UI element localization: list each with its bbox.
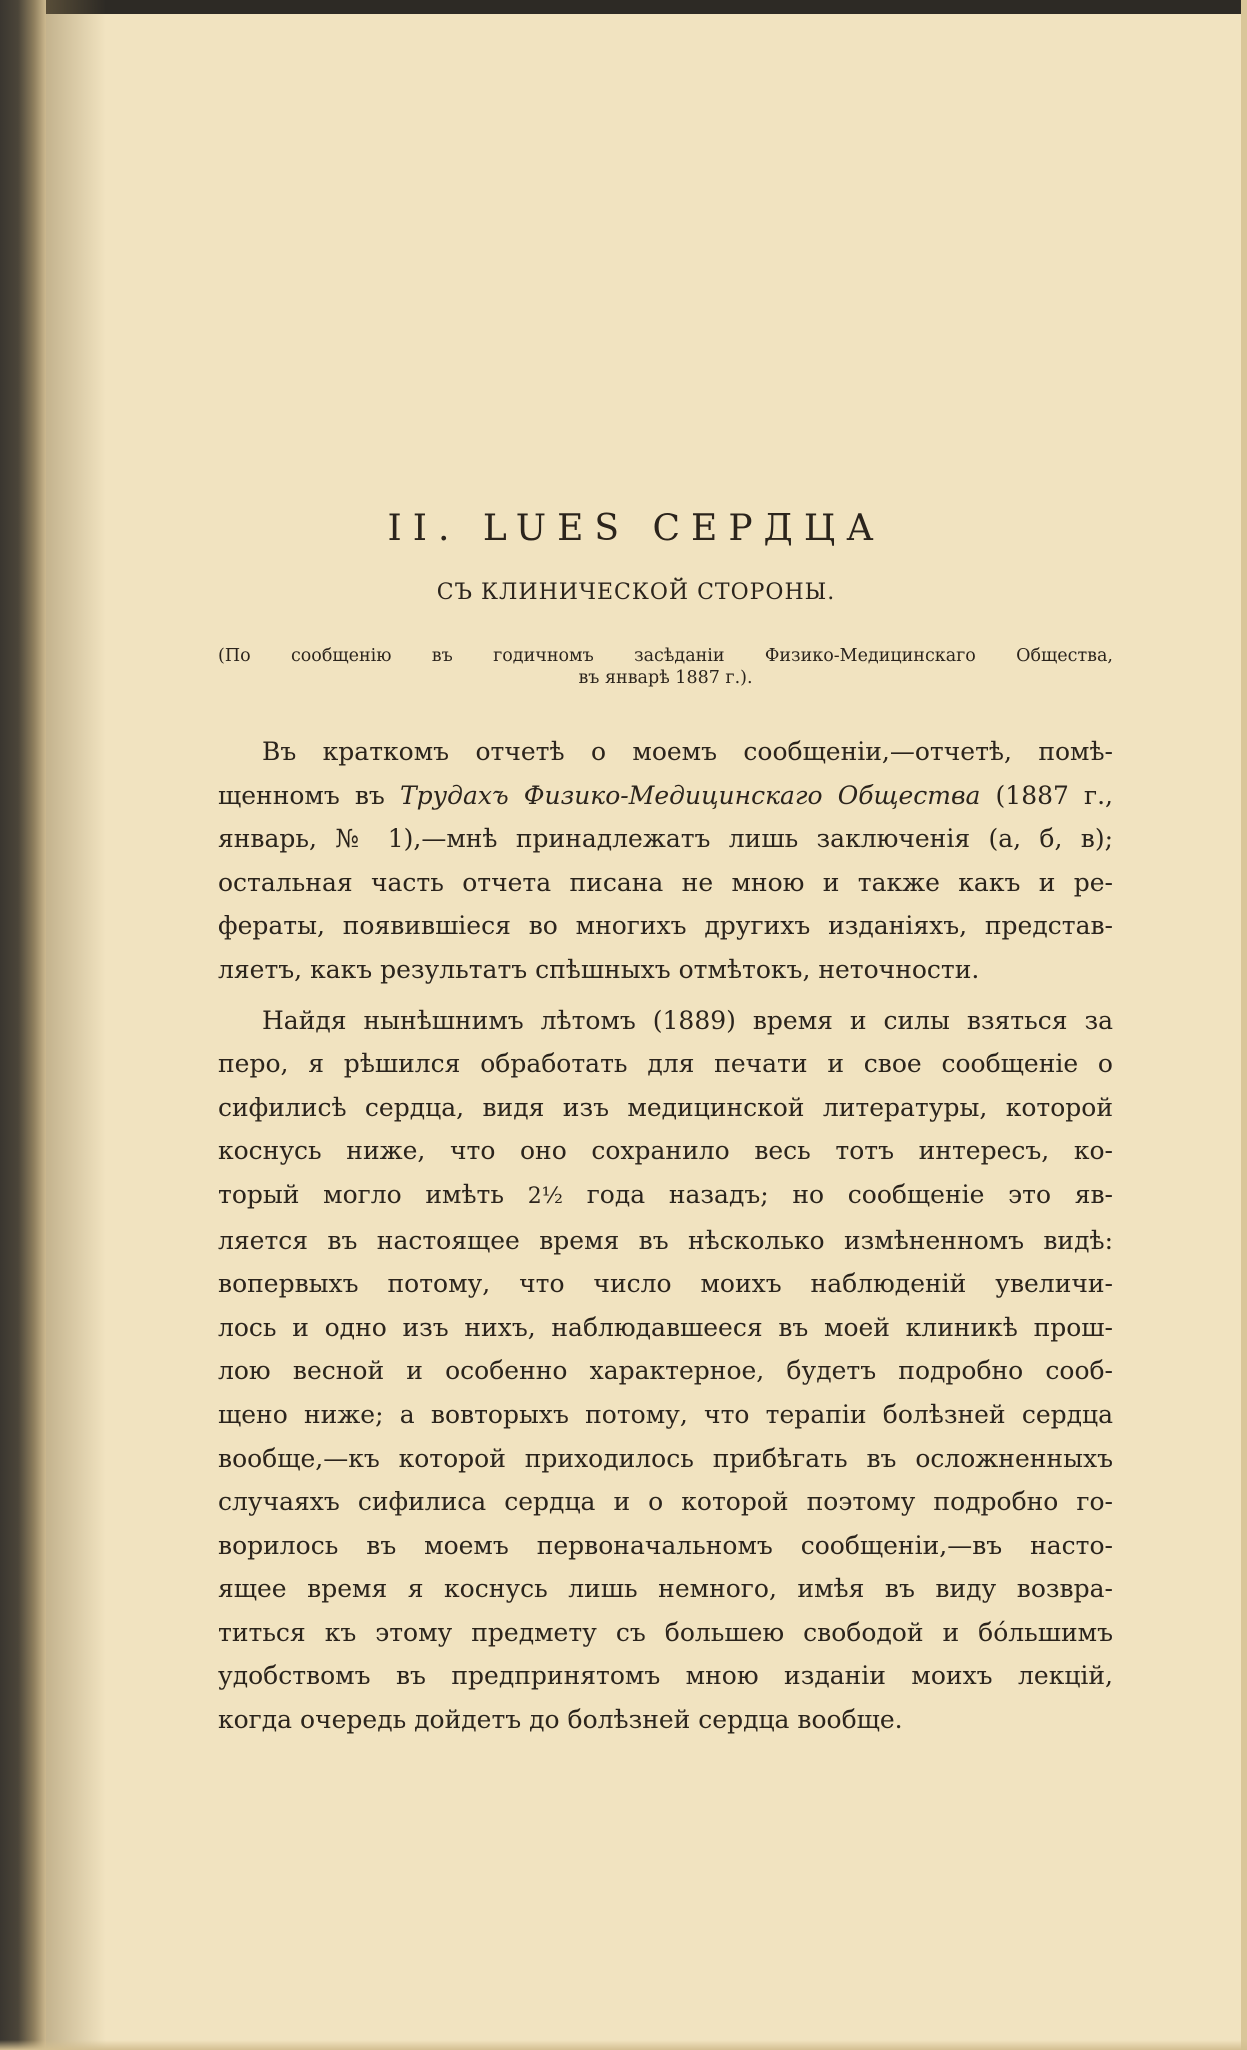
- text-line: ляетъ, какъ результатъ спѣшныхъ отмѣтокъ, неточности.: [218, 954, 980, 984]
- text-fragment: щенномъ въ: [218, 780, 400, 810]
- text-line: перо, я рѣшился обработать для печати и свое сообщеніе о: [218, 1049, 1113, 1079]
- paragraph-2: [218, 999, 1113, 1742]
- text-line: остальная часть отчета писана не мною и также какъ и ре-: [218, 867, 1113, 897]
- book-spine-shadow: [0, 0, 46, 2050]
- note-line: въ январѣ 1887 г.).: [578, 668, 753, 688]
- text-line: удобствомъ въ предпринятомъ мною изданіи моихъ лекцій,: [218, 1661, 1113, 1691]
- body-text: [218, 730, 1113, 1742]
- scan-edge-top: [0, 0, 1247, 14]
- text-line: щено ниже; а вовторыхъ потому, что терапіи болѣзней сердца: [218, 1399, 1113, 1429]
- text-line: фераты, появившіеся во многихъ другихъ изданіяхъ, представ-: [218, 911, 1113, 941]
- text-line: лось и одно изъ нихъ, наблюдавшееся въ моей клиникѣ прош-: [218, 1312, 1113, 1342]
- chapter-title: II. LUES СЕРДЦА: [387, 508, 885, 549]
- text-fragment: года назадъ; но сообщеніе это яв-: [563, 1179, 1113, 1209]
- text-line: ляется въ настоящее время въ нѣсколько измѣненномъ видѣ:: [218, 1225, 1113, 1255]
- scan-edge-right: [1241, 0, 1247, 2050]
- note-line: (По сообщенію въ годичномъ засѣданіи Физико-Медицинскаго Общества,: [218, 646, 1113, 666]
- chapter-subtitle: СЪ КЛИНИЧЕСКОЙ СТОРОНЫ.: [436, 580, 836, 605]
- text-line: [218, 1173, 1113, 1219]
- text-line: вопервыхъ потому, что число моихъ наблюденій увеличи-: [218, 1269, 1113, 1299]
- scan-edge-bottom: [0, 2040, 1247, 2050]
- text-line: сифилисѣ сердца, видя изъ медицинской литературы, которой: [218, 1092, 1113, 1122]
- text-line: [218, 774, 1113, 818]
- text-line: январь, № 1),—мнѣ принадлежатъ лишь заключенія (а, б, в);: [218, 824, 1113, 854]
- text-line: Въ краткомъ отчетѣ о моемъ сообщеніи,—отчетѣ, помѣ-: [262, 737, 1113, 766]
- text-line: случаяхъ сифилиса сердца и о которой поэтому подробно го-: [218, 1487, 1113, 1517]
- text-line: когда очередь дойдетъ до болѣзней сердца вообще.: [218, 1705, 903, 1735]
- text-fragment: (1887 г.,: [980, 780, 1114, 810]
- page-gutter-shadow: [46, 0, 106, 2050]
- text-fragment: торый могло имѣть: [218, 1179, 528, 1209]
- text-line: коснусь ниже, что оно сохранило весь тотъ интересъ, ко-: [218, 1136, 1113, 1166]
- paragraph-1: [218, 730, 1113, 992]
- text-line: ящее время я коснусь лишь немного, имѣя въ виду возвра-: [218, 1574, 1113, 1604]
- text-line: ворилось въ моемъ первоначальномъ сообщеніи,—въ насто-: [218, 1530, 1113, 1560]
- text-line: Найдя нынѣшнимъ лѣтомъ (1889) время и силы взяться за: [262, 1005, 1113, 1035]
- fraction: 2½: [527, 1183, 564, 1209]
- text-line: вообще,—къ которой приходилось прибѣгать въ осложненныхъ: [218, 1443, 1113, 1473]
- presentation-note: [218, 645, 1113, 689]
- text-line: лою весной и особенно характерное, будетъ подробно сооб-: [218, 1356, 1113, 1386]
- journal-title: Трудахъ Физико-Медицинскаго Общества: [399, 780, 981, 810]
- text-line: титься къ этому предмету съ большею свободой и бóльшимъ: [218, 1617, 1113, 1647]
